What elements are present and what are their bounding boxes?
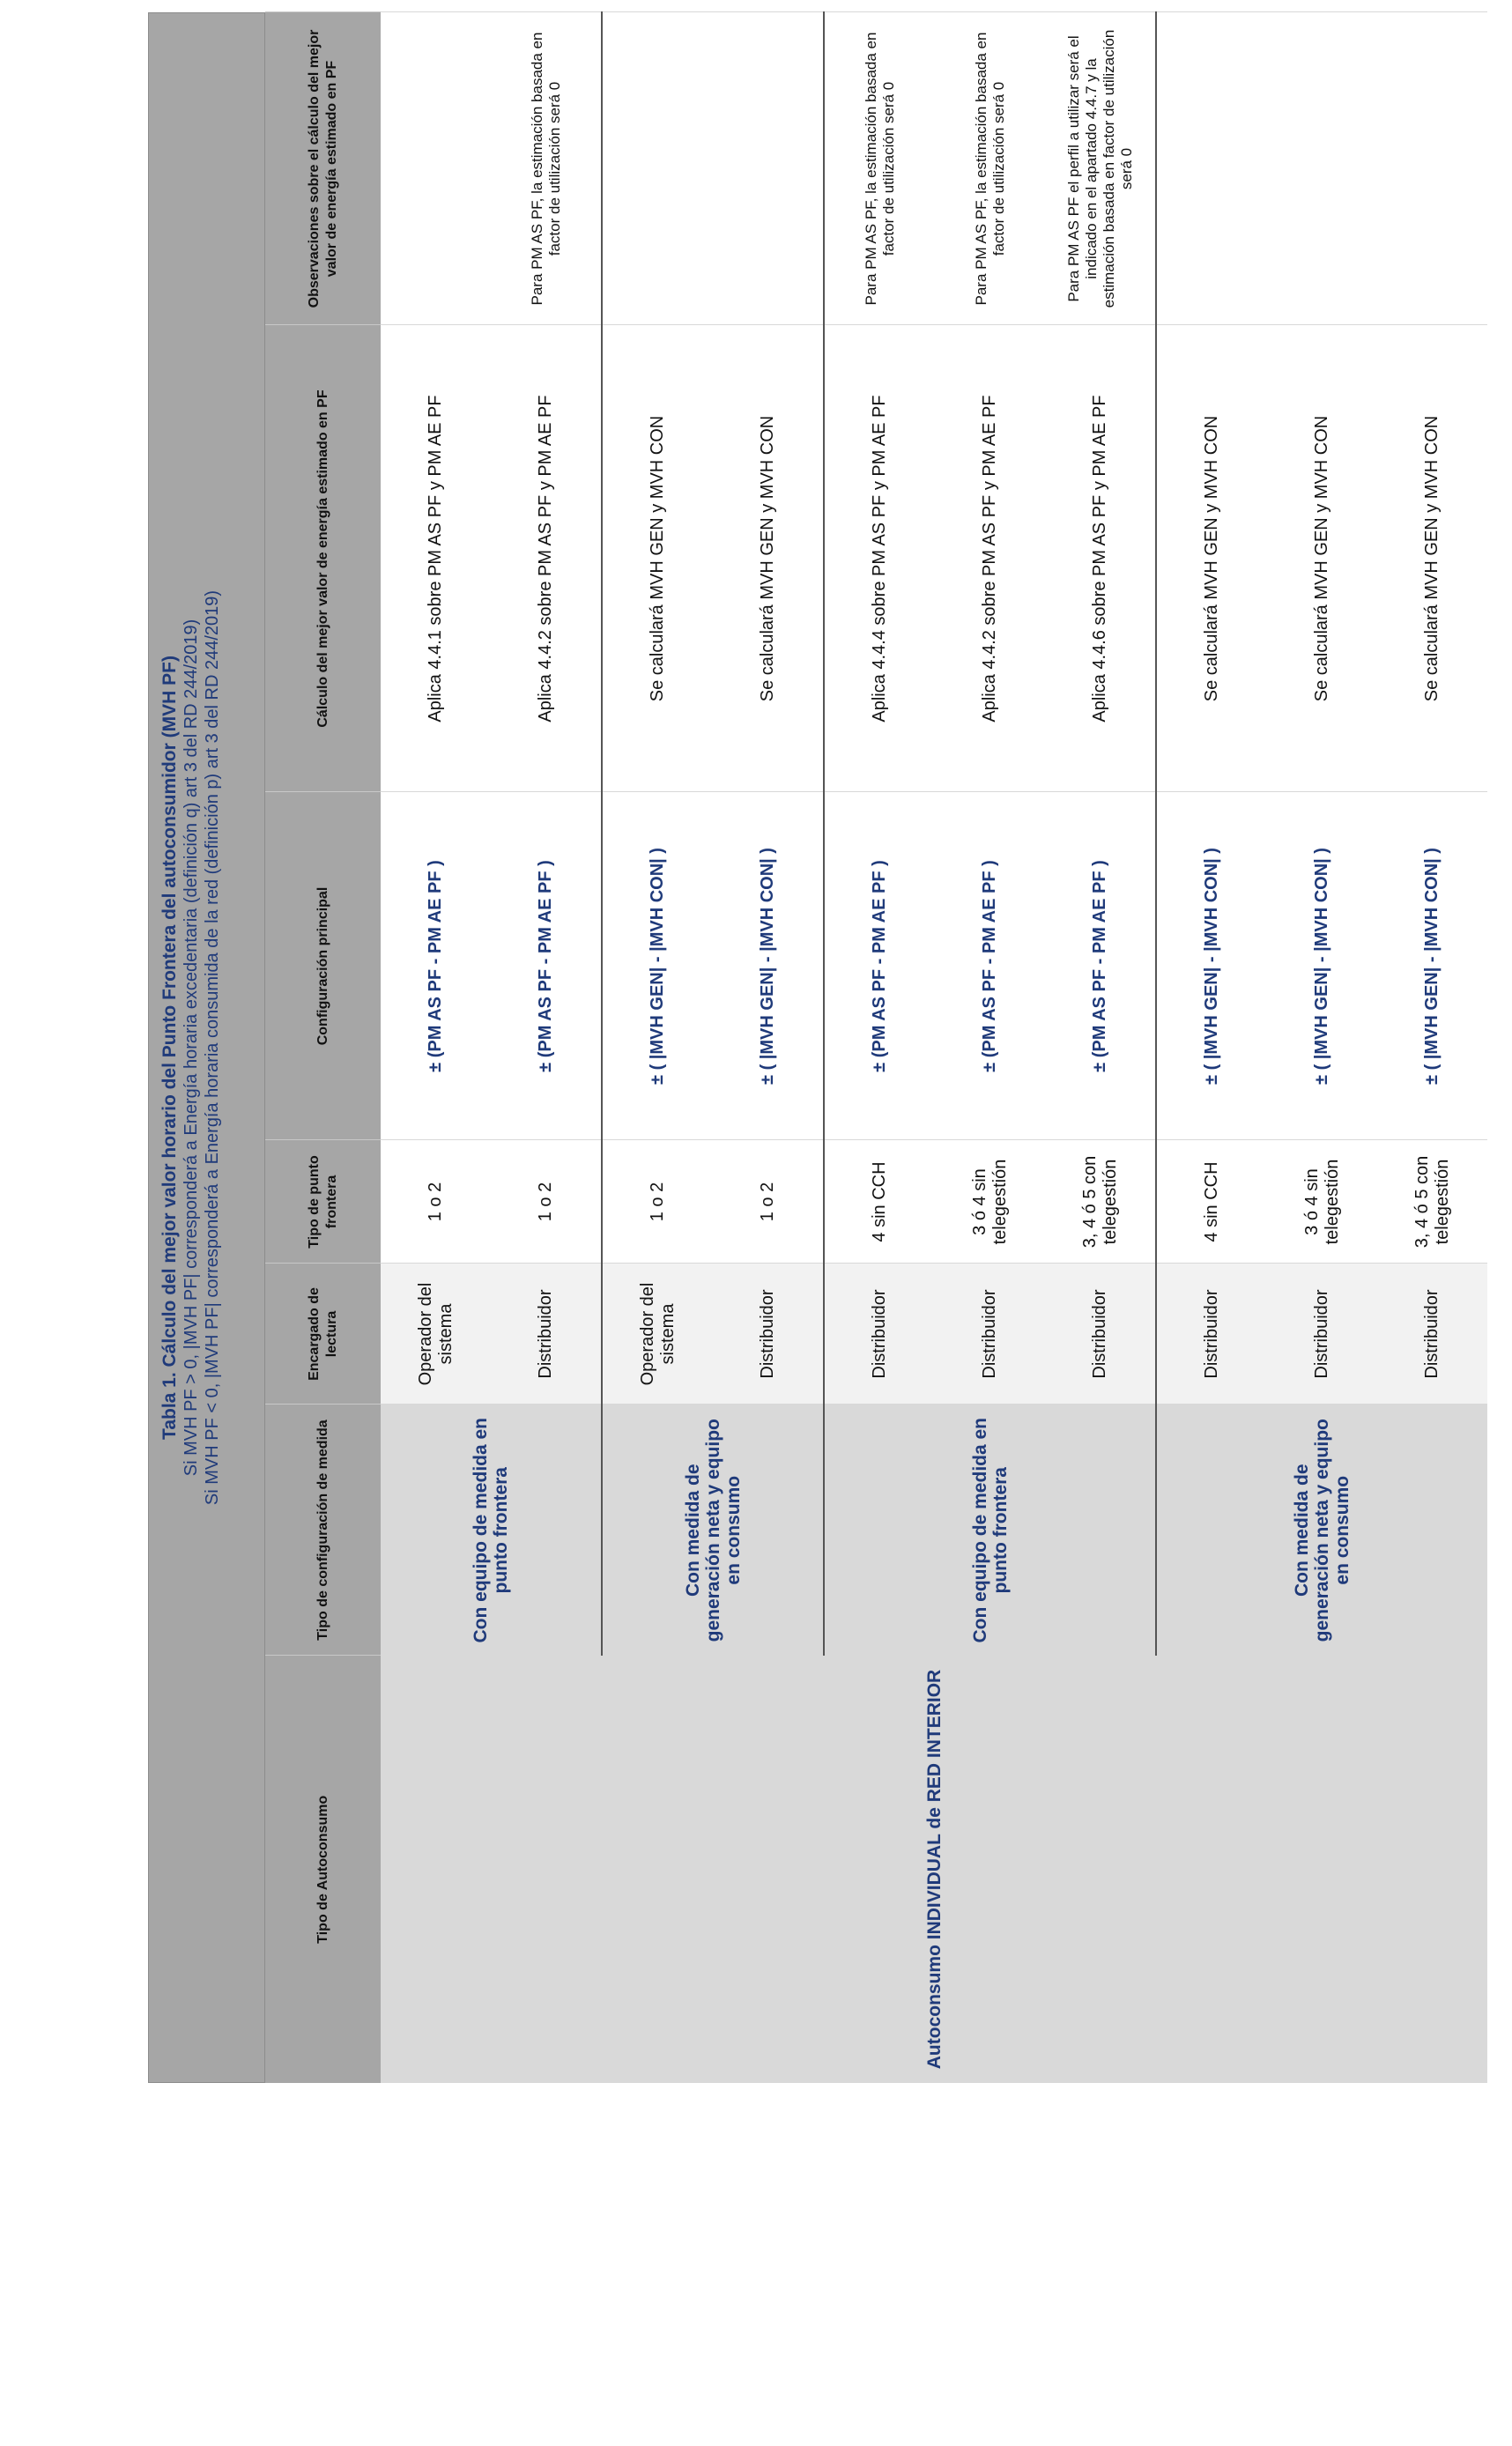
tipo-punto-cell: 1 o 2 [491,1140,602,1264]
obs-cell [1156,12,1267,325]
obs-cell [1377,12,1487,325]
obs-cell: Para PM AS PF el perfil a utilizar será el indicado en el apartado 4.4.7 y la estimación basada en factor de utilización será 0 [1045,12,1156,325]
col-observaciones: Observaciones sobre el cálculo del mejor valor de energía estimado en PF [265,12,381,325]
col-configuracion: Configuración principal [265,792,381,1140]
encargado-cell: Distribuidor [824,1264,935,1405]
rotated-table-page [148,12,1452,2083]
col-tipo-punto: Tipo de punto frontera [265,1140,381,1264]
config-cell: ± ( |MVH GEN| - |MVH CON| ) [1267,792,1377,1140]
calculo-cell: Aplica 4.4.2 sobre PM AS PF y PM AE PF [491,325,602,792]
tipo-autoconsumo-cell: Autoconsumo INDIVIDUAL de RED INTERIOR [381,1656,1487,2083]
group-cell: Con equipo de medida en punto frontera [381,1405,602,1656]
header-line-2: Si MVH PF < 0, |MVH PF| corresponderá a Energía horaria consumida de la red (definición p) art 3 del RD 244/2019) [203,589,222,1506]
encargado-cell: Distribuidor [1267,1264,1377,1405]
tipo-punto-cell: 1 o 2 [381,1140,491,1264]
measurement-table [265,12,1487,2084]
config-cell: ± ( |MVH GEN| - |MVH CON| ) [1156,792,1267,1140]
calculo-cell: Aplica 4.4.1 sobre PM AS PF y PM AE PF [381,325,491,792]
config-cell: ± ( |MVH GEN| - |MVH CON| ) [713,792,824,1140]
obs-cell [1267,12,1377,325]
table-header [148,12,265,2083]
tipo-punto-cell: 3, 4 ó 5 con telegestión [1045,1140,1156,1264]
calculo-cell: Se calculará MVH GEN y MVH CON [1156,325,1267,792]
group-cell: Con medida de generación neta y equipo en consumo [1156,1405,1487,1656]
tipo-punto-cell: 3 ó 4 sin telegestión [935,1140,1045,1264]
encargado-cell: Distribuidor [935,1264,1045,1405]
table-title: Tabla 1. Cálculo del mejor valor horario del Punto Frontera del autoconsumidor (MVH PF) [159,656,180,1440]
tipo-punto-cell: 1 o 2 [602,1140,713,1264]
config-cell: ± ( |MVH GEN| - |MVH CON| ) [602,792,713,1140]
tipo-punto-cell: 1 o 2 [713,1140,824,1264]
table-row [381,12,491,2083]
config-cell: ± (PM AS PF - PM AE PF ) [824,792,935,1140]
config-cell: ± (PM AS PF - PM AE PF ) [935,792,1045,1140]
header-line-1: Si MVH PF > 0, |MVH PF| corresponderá a Energía horaria excedentaria (definición q) art 3 del RD 244/2019) [182,619,201,1477]
tipo-punto-cell: 3 ó 4 sin telegestión [1267,1140,1377,1264]
obs-cell [713,12,824,325]
col-calculo: Cálculo del mejor valor de energía estimado en PF [265,325,381,792]
calculo-cell: Se calculará MVH GEN y MVH CON [1377,325,1487,792]
col-tipo-autoconsumo: Tipo de Autoconsumo [265,1656,381,2083]
encargado-cell: Distribuidor [1156,1264,1267,1405]
encargado-cell: Distribuidor [1045,1264,1156,1405]
config-cell: ± (PM AS PF - PM AE PF ) [491,792,602,1140]
calculo-cell: Aplica 4.4.2 sobre PM AS PF y PM AE PF [935,325,1045,792]
calculo-cell: Se calculará MVH GEN y MVH CON [1267,325,1377,792]
col-encargado: Encargado de lectura [265,1264,381,1405]
group-cell: Con medida de generación neta y equipo en consumo [602,1405,824,1656]
tipo-punto-cell: 4 sin CCH [1156,1140,1267,1264]
obs-cell [602,12,713,325]
calculo-cell: Se calculará MVH GEN y MVH CON [602,325,713,792]
encargado-cell: Distribuidor [491,1264,602,1405]
col-tipo-configuracion: Tipo de configuración de medida [265,1405,381,1656]
calculo-cell: Aplica 4.4.4 sobre PM AS PF y PM AE PF [824,325,935,792]
tipo-punto-cell: 3, 4 ó 5 con telegestión [1377,1140,1487,1264]
obs-cell: Para PM AS PF, la estimación basada en factor de utilización será 0 [491,12,602,325]
config-cell: ± ( |MVH GEN| - |MVH CON| ) [1377,792,1487,1140]
obs-cell [381,12,491,325]
table-header-row [265,12,381,2083]
calculo-cell: Se calculará MVH GEN y MVH CON [713,325,824,792]
obs-cell: Para PM AS PF, la estimación basada en factor de utilización será 0 [824,12,935,325]
encargado-cell: Distribuidor [1377,1264,1487,1405]
encargado-cell: Operador del sistema [602,1264,713,1405]
encargado-cell: Operador del sistema [381,1264,491,1405]
encargado-cell: Distribuidor [713,1264,824,1405]
obs-cell: Para PM AS PF, la estimación basada en factor de utilización será 0 [935,12,1045,325]
config-cell: ± (PM AS PF - PM AE PF ) [1045,792,1156,1140]
tipo-punto-cell: 4 sin CCH [824,1140,935,1264]
group-cell: Con equipo de medida en punto frontera [824,1405,1156,1656]
calculo-cell: Aplica 4.4.6 sobre PM AS PF y PM AE PF [1045,325,1156,792]
config-cell: ± (PM AS PF - PM AE PF ) [381,792,491,1140]
